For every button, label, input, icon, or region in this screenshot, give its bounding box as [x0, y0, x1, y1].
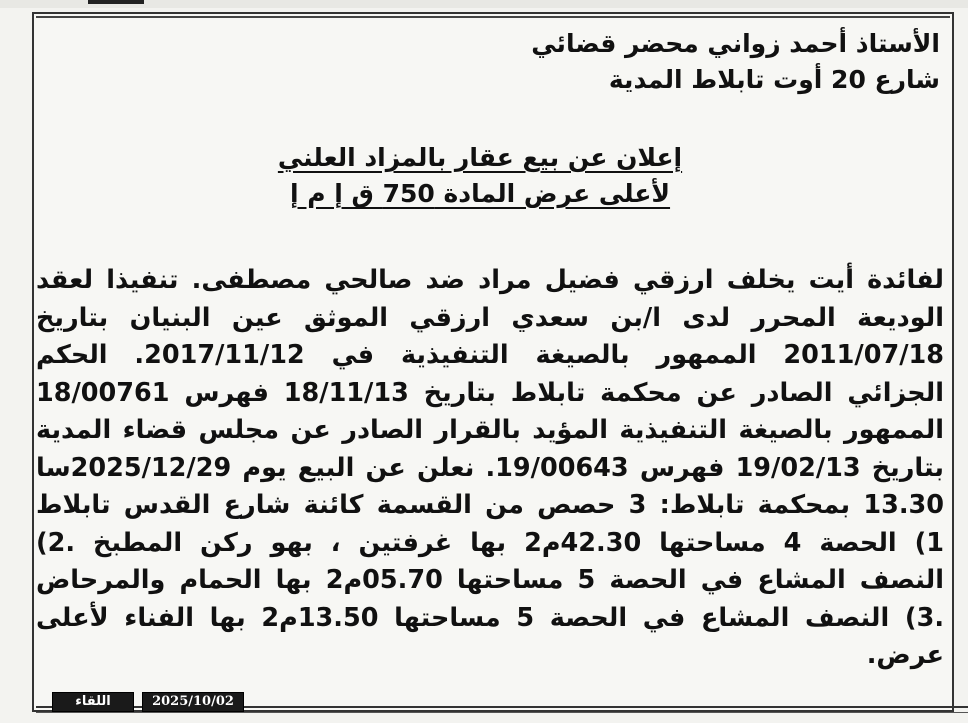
announcement-body: لفائدة أيت يخلف ارزقي فضيل مراد ضد صالحي مصطفى. تنفيذا لعقد الوديعة المحرر لدى ا/بن سعدي ارزقي الموثق عين البنيان بتاريخ 2011/07/18 الممهور بالصيغة التنفيذية في 2017/11/12. الحكم الجزائي الصادر عن محكمة تابلاط بتاريخ 18/11/13 فهرس 18/00761 الممهور بالصيغة التنفيذية المؤيد بالقرار الصادر عن مجلس قضاء المدية بتاريخ 19/02/13 فهرس 19/00643. نعلن عن البيع يوم 2025/12/29سا 13.30 بمحكمة تابلاط: 3 حصص من القسمة كائنة شارع القدس تابلاط 1) الحصة 4 مساحتها 42.30م2 بها غرفتين ، بهو ركن المطبخ .2) النصف المشاع في الحصة 5 مساحتها 05.70م2 بها الحمام والمرحاض .3) النصف المشاع في الحصة 5 مساحتها 13.50م2 بها الفناء لأعلى عرض.: [36, 265, 945, 670]
bailiff-header: [420, 26, 940, 98]
footer: [0, 690, 968, 723]
bailiff-name: الأستاذ أحمد زواني محضر قضائي: [531, 29, 940, 58]
bailiff-address: شارع 20 أوت تابلاط المدية: [608, 65, 940, 94]
frame-top-rule: [36, 16, 950, 18]
date-badge: 2025/10/02: [142, 692, 244, 712]
title-line-1: إعلان عن بيع عقار بالمزاد العلني: [277, 143, 683, 172]
top-tab-mark: [88, 0, 144, 4]
footer-rule-thin: [36, 712, 968, 713]
newspaper-badge: اللقاء: [52, 692, 134, 712]
title-line-2: لأعلى عرض المادة 750 ق إ م إ: [289, 179, 671, 208]
announcement-title: [200, 140, 760, 212]
top-bar: [0, 0, 968, 8]
